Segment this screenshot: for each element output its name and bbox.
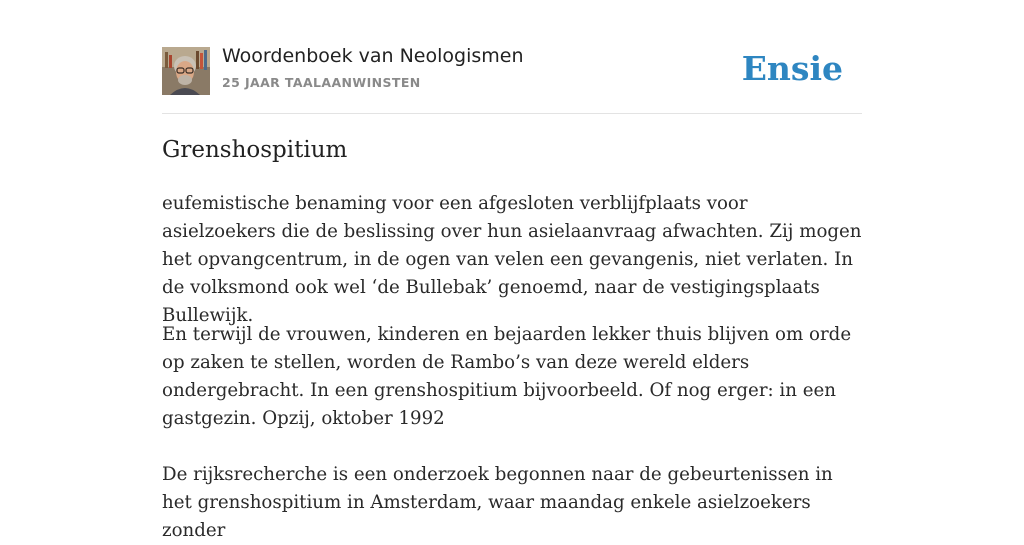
ensie-logo[interactable]: Ensie [741, 49, 843, 88]
site-subtitle: 25 JAAR TAALAANWINSTEN [222, 75, 421, 90]
main-container [162, 0, 862, 541]
entry-definition: eufemistische benaming voor een afgesloten verblijfplaats voor asielzoekers die de beslissing over hun asielaanvraag afwachten. Zij mogen het opvangcentrum, in de ogen van velen een gevangenis, niet verlaten. In de volksmond ook wel ‘de Bullebak’ genoemd, naar de vestigingsplaats Bullewijk. [162, 193, 862, 326]
author-photo-icon[interactable] [162, 47, 210, 95]
site-header [162, 0, 862, 114]
entry-quote-2: De rijksrecherche is een onderzoek begonnen naar de gebeurtenissen in het grenshospitium in Amsterdam, waar maandag enkele asielzoekers zonder [162, 464, 833, 541]
entry-quote-1: En terwijl de vrouwen, kinderen en bejaarden lekker thuis blijven om orde op zaken te stellen, worden de Rambo’s van deze wereld elders ondergebracht. In een grenshospitium bijvoorbeeld. Of nog erger: in een gastgezin. Opzij, oktober 1992 [162, 324, 852, 429]
entry-title: Grenshospitium [162, 137, 348, 163]
site-title[interactable]: Woordenboek van Neologismen [222, 45, 524, 67]
